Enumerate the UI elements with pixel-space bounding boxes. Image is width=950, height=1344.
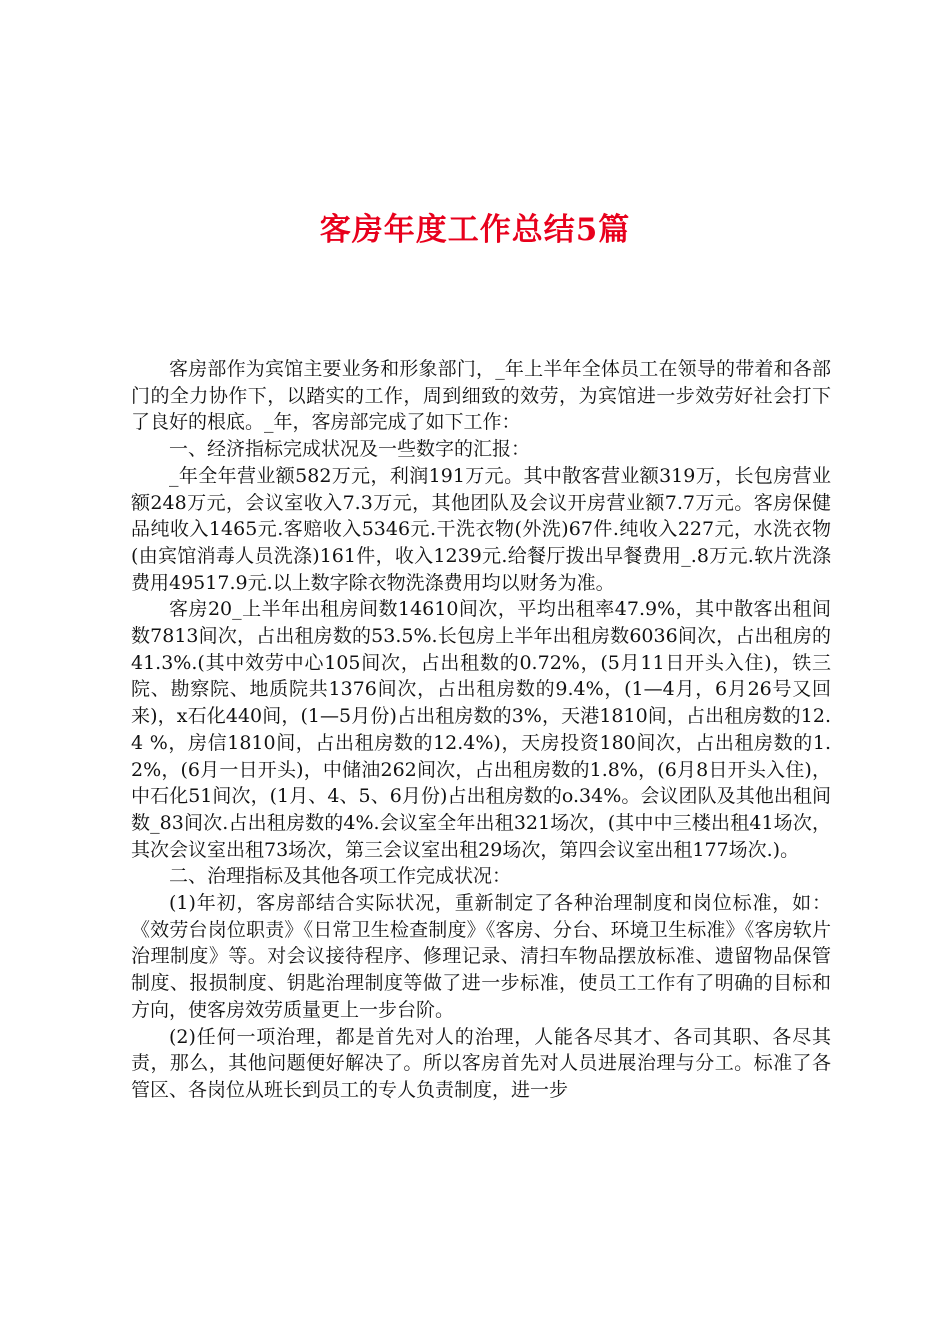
section-heading-economic: 一、经济指标完成状况及一些数字的汇报：: [169, 438, 531, 461]
document-body: [131, 356, 831, 1104]
paragraph-intro: 客房部作为宾馆主要业务和形象部门，_年上半年全体员工在领导的带着和各部门的全力协作下，以踏实的工作，周到细致的效劳，为宾馆进一步效劳好社会打下了良好的根底。_年，客房部完成了如下工作：: [131, 358, 831, 434]
section-heading-management: 二、治理指标及其他各项工作完成状况：: [169, 865, 512, 888]
paragraph-revenue: _年全年营业额582万元，利润191万元。其中散客营业额319万，长包房营业额248万元，会议室收入7.3万元，其他团队及会议开房营业额7.7万元。客房保健品纯收入1465元.客赔收入5346元.干洗衣物(外洗)67件.纯收入227元，水洗衣物(由宾馆消毒人员洗涤)161件，收入1239元.给餐厅拨出早餐费用_.8万元.软片洗涤费用49517.9元.以上数字除衣物洗涤费用均以财务为准。: [131, 464, 831, 594]
paragraph-item-1: (1)年初，客房部结合实际状况，重新制定了各种治理制度和岗位标准，如：《效劳台岗位职责》《日常卫生检查制度》《客房、分台、环境卫生标准》《客房软片治理制度》等。对会议接待程序、修理记录、清扫车物品摆放标准、遗留物品保管制度、报损制度、钥匙治理制度等做了进一步标准，使员工工作有了明确的目标和方向，使客房效劳质量更上一步台阶。: [131, 892, 831, 1021]
paragraph-occupancy: 客房20_上半年出租房间数14610间次，平均出租率47.9%，其中散客出租间数7813间次，占出租房数的53.5%.长包房上半年出租房数6036间次，占出租房的41.3%.(其中效劳中心105间次，占出租数的0.72%，(5月11日开头入住)，铁三院、勘察院、地质院共1376间次，占出租房数的9.4%，(1—4月，6月26号又回来)，x石化440间，(1—5月份)占出租房数的3%，天港1810间，占出租房数的12.4 %，房信1810间，占出租房数的12.4%)，天房投资180间次，占出租房数的1.2%，(6月一日开头)，中储油262间次，占出租房数的1.8%，(6月8日开头入住)，中石化51间次，(1月、4、5、6月份)占出租房数的o.34%。会议团队及其他出租间数_83间次.占出租房数的4%.会议室全年出租321场次，(其中中三楼出租41场次，其次会议室出租73场次，第三会议室出租29场次，第四会议室出租177场次.)。: [131, 598, 831, 861]
document-title: 客房年度工作总结5篇: [319, 212, 631, 248]
paragraph-item-2: (2)任何一项治理，都是首先对人的治理，人能各尽其才、各司其职、各尽其责，那么，其他问题便好解决了。所以客房首先对人员进展治理与分工。标准了各管区、各岗位从班长到员工的专人负责制度，进一步: [131, 1025, 831, 1101]
